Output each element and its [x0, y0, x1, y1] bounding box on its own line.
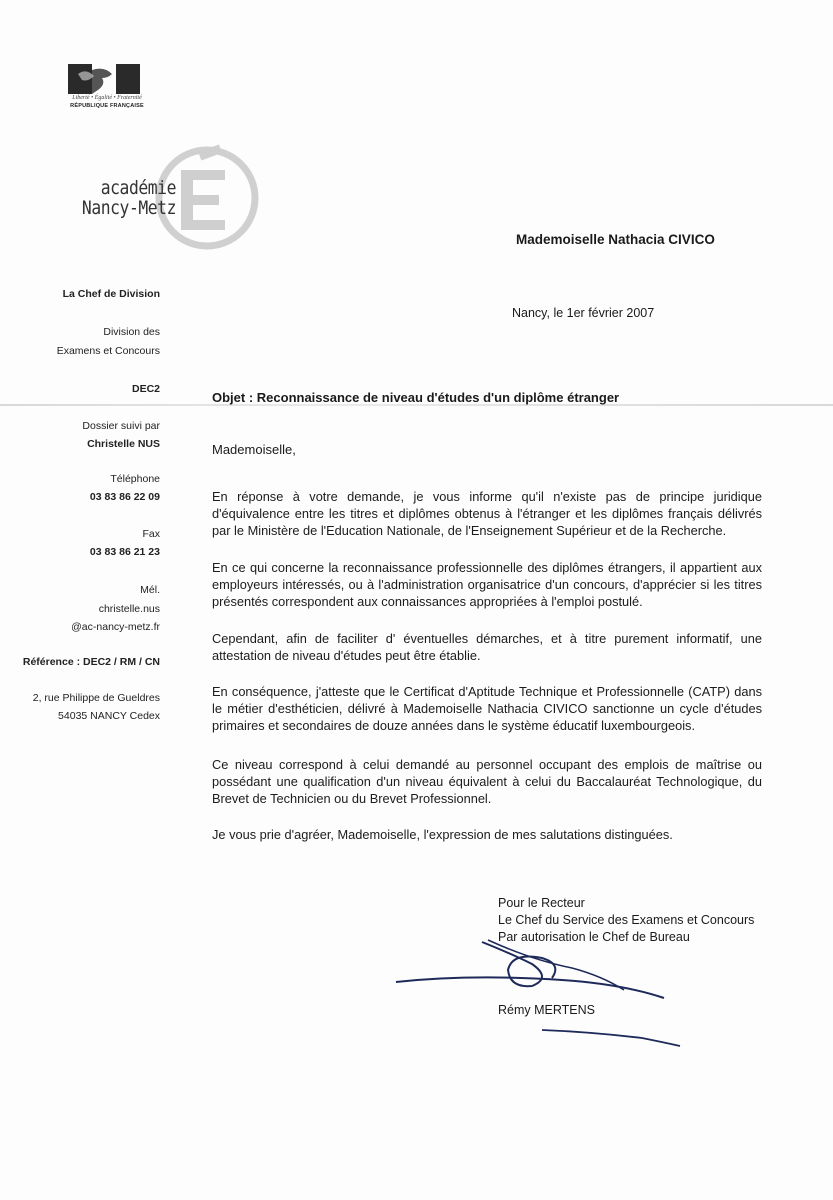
- paragraph: En conséquence, j'atteste que le Certificat d'Aptitude Technique et Professionnelle (CATP) dans le métier d'esthéticien, délivré à Mademoiselle Nathacia CIVICO sanctionne un cycle d'études primaires et secondaires de douze années dans le système éducatif luxembourgeois.: [212, 684, 762, 733]
- republique-francaise-logo: [62, 62, 152, 118]
- marianne-icon: [68, 64, 140, 94]
- division-chief: La Chef de Division: [62, 288, 160, 300]
- paragraph: En ce qui concerne la reconnaissance professionnelle des diplômes étrangers, il appartient aux employeurs intéressés, ou à l'administration organisatrice d'un concours, d'apprécier si les titres présentés correspondent aux connaissances appropriées à l'emploi postulé.: [212, 560, 762, 609]
- division-line-1: Division des: [103, 326, 160, 338]
- signature-line-2: Le Chef du Service des Examens et Concours: [498, 913, 755, 927]
- followed-by-name: Christelle NUS: [87, 438, 160, 450]
- signature-line-1: Pour le Recteur: [498, 896, 585, 910]
- republic-motto: Liberté • Égalité • Fraternité: [72, 95, 142, 101]
- division-line-2: Examens et Concours: [56, 345, 160, 357]
- phone-value: 03 83 86 22 09: [89, 491, 160, 503]
- letter-date: Nancy, le 1er février 2007: [512, 306, 655, 320]
- address-line-2: 54035 NANCY Cedex: [58, 710, 160, 722]
- academie-name: [76, 178, 176, 218]
- email-line-2: @ac-nancy-metz.fr: [71, 621, 160, 633]
- address-line-1: 2, rue Philippe de Gueldres: [32, 692, 160, 704]
- reference: Référence : DEC2 / RM / CN: [22, 656, 160, 668]
- paragraph: Je vous prie d'agréer, Mademoiselle, l'expression de mes salutations distinguées.: [212, 827, 673, 842]
- signature-line-3: Par autorisation le Chef de Bureau: [498, 930, 690, 944]
- division-code: DEC2: [131, 383, 160, 395]
- followed-by-label: Dossier suivi par: [82, 420, 160, 432]
- paragraph: Cependant, afin de faciliter d' éventuelles démarches, et à titre purement informatif, une attestation de niveau d'études peut être établie.: [212, 631, 762, 663]
- paragraph: En réponse à votre demande, je vous informe qu'il n'existe pas de principe juridique d'équivalence entre les titres et diplômes obtenus à l'étranger et les diplômes français délivrés par le Ministère de l'Education Nationale, de l'Enseignement Supérieur et de la Recherche.: [212, 489, 762, 538]
- recipient: Mademoiselle Nathacia CIVICO: [516, 232, 715, 247]
- email-label: Mél.: [140, 584, 160, 596]
- email-line-1: christelle.nus: [98, 603, 160, 615]
- salutation: Mademoiselle,: [212, 442, 296, 457]
- academy-line-1: académie: [100, 177, 176, 199]
- republic-name: RÉPUBLIQUE FRANÇAISE: [70, 103, 144, 109]
- handwritten-signature: [392, 934, 692, 1054]
- paragraph: Ce niveau correspond à celui demandé au personnel occupant des emplois de maîtrise ou possédant une qualification d'un niveau équivalent à celui du Baccalauréat Technologique, du Brevet de Technicien ou du Brevet Professionnel.: [212, 757, 762, 806]
- letter-subject: Objet : Reconnaissance de niveau d'études d'un diplôme étranger: [212, 390, 620, 405]
- signatory-name: Rémy MERTENS: [498, 1003, 596, 1017]
- fax-value: 03 83 86 21 23: [89, 546, 160, 558]
- academie-logo: [60, 140, 220, 250]
- academy-line-2: Nancy-Metz: [81, 197, 176, 219]
- fax-label: Fax: [142, 528, 160, 540]
- phone-label: Téléphone: [110, 473, 160, 485]
